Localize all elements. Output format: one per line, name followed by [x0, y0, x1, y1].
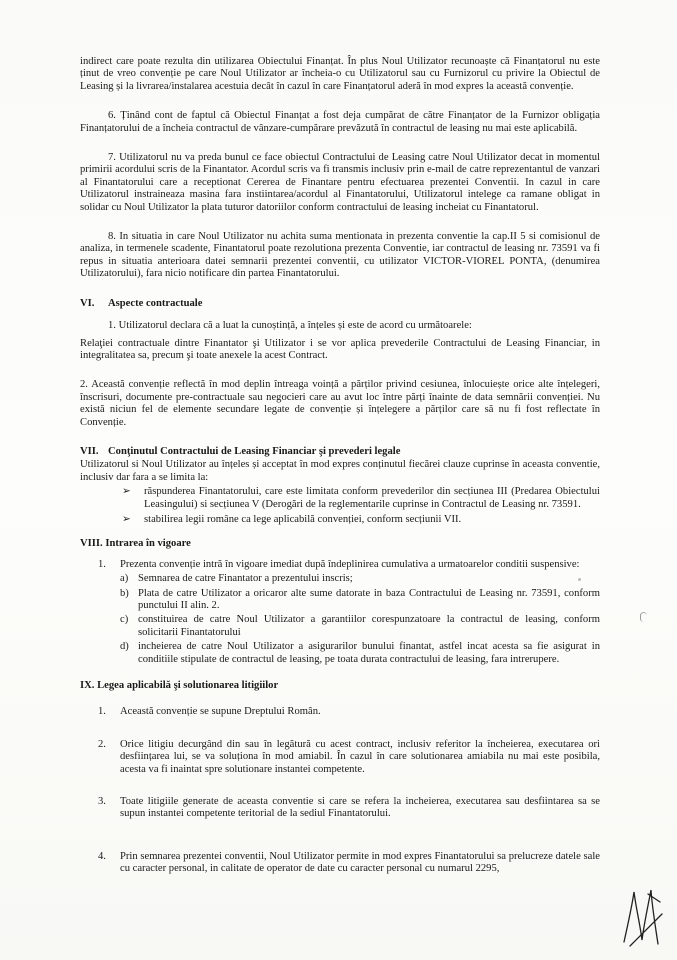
item-text: Prin semnarea prezentei conventii, Noul Utilizator permite in mod expres Finantatorului sa prelucreze datele sale cu caracter personal, in calitate de operator de date cu caracter personal cu numarul 2295,: [120, 850, 600, 875]
item-number: 3.: [98, 796, 106, 808]
item-text: Prezenta convenție intră în vigoare imediat după îndeplinirea cumulativa a urmatoarelor conditii suspensive:: [120, 558, 580, 570]
list-item: [122, 513, 600, 526]
bullet-text: răspunderea Finantatorului, care este limitata conform prevederilor din secțiunea III (Predarea Obiectului Leasingului) si secțiunea V (Derogări de la reglementarile cuprinse in Contractul de Leasing nr. 73591.: [144, 486, 600, 510]
section-vii-number: VII.: [80, 445, 99, 457]
document-body: [80, 56, 600, 896]
scan-mark: [640, 612, 647, 622]
section-vi-item-2: 2. Această convenție reflectă în mod deplin întreaga voință a părților privind cesiunea, înlocuiește orice alte înțelegeri, înscrisuri, documente pre-contractuale sau negocieri care au avut loc între părți înainte de data semnării convenției. Nu există niciun fel de elemente secundare legate de convenție și înțelegere a părților care să nu fi fost reflectate în Convenție.: [80, 379, 600, 428]
section-vi-item-1-detail: Relaţiei contractuale dintre Finantator şi Utilizator i se vor aplica prevederile Contractului de Leasing Financiar, in integralitatea sa, precum şi toate anexele la acest Contract.: [80, 337, 600, 361]
sub-text: Plata de catre Utilizator a oricaror alte sume datorate in baza Contractului de Leasing nr. 73591, conform punctului II alin. 2.: [138, 587, 600, 611]
arrow-bullet-icon: ➢: [122, 513, 131, 525]
sub-letter: c): [120, 614, 129, 626]
item-text: Orice litigiu decurgând din sau în legătură cu acest contract, inclusiv referitor la încheierea, executarea ori desființarea lui, se va soluționa în mod amiabil. În cazul în care solutionarea amiabila nu mai este posibila, acesta va fi inaintat spre solutionare instantei competente.: [120, 738, 600, 775]
section-vii-title: Conţinutul Contractului de Leasing Financiar şi prevederi legale: [108, 445, 401, 457]
section-viii-item-1: [80, 559, 600, 571]
arrow-bullet-icon: ➢: [122, 486, 131, 498]
list-item: [120, 614, 600, 639]
list-item: [80, 796, 600, 821]
list-item: [120, 588, 600, 613]
item-text: Această convenție se supune Dreptului Român.: [120, 706, 321, 718]
intro-paragraph: indirect care poate rezulta din utilizarea Obiectului Finanțat. În plus Noul Utilizator recunoaște că Finanțatorul nu este ținut de vreo convenție pe care Noul Utilizator ar încheia-o cu Utilizatorul sau cu Furnizorul cu privire la Obiectul de Leasing și la livrarea/instalarea acestuia decât în cazul în care Finanțatorul aderă în mod expres la această convenție.: [80, 56, 600, 92]
list-item: [120, 573, 600, 585]
item-number: 4.: [98, 850, 106, 862]
handwritten-signature: [618, 884, 666, 954]
sub-letter: b): [120, 587, 129, 599]
list-item: [80, 706, 600, 718]
section-vi-number: VI.: [80, 297, 95, 309]
item-text: Toate litigiile generate de aceasta conventie si care se refera la incheierea, executarea sau desfiintarea sa se supun instantei competente teritorial de la sediul Finantatorului.: [120, 796, 600, 820]
list-item: [122, 486, 600, 511]
section-vi-heading: [80, 298, 600, 310]
section-viii-heading: VIII. Intrarea în vigoare: [80, 538, 191, 550]
section-vii-bullet-list: [80, 486, 600, 526]
sub-text: Semnarea de catre Finantator a prezentului inscris;: [138, 573, 353, 585]
list-item: [120, 641, 600, 666]
sub-text: incheierea de catre Noul Utilizator a asigurarilor bunului finantat, astfel incat acesta sa fie asigurat in conditiile stipulate de contractul de leasing, pe toata durata contractului de leasing, fara intrerupere.: [138, 641, 600, 665]
paragraph-8: 8. In situatia in care Noul Utilizator nu achita suma mentionata in prezenta conventie la cap.II 5 si comisionul de analiza, in termenele scadente, Finantatorul poate rezolutiona prezenta Conventie, iar contractul de leasing nr. 73591 va fi repus in situatia anterioara datei semnarii prezentei conventii, cu utilizator VICTOR-VIOREL PONTA, (denumirea Utilizatorului), fara nicio notificare din partea Finantatorului.: [80, 231, 600, 280]
list-item: [80, 851, 600, 876]
item-number: 2.: [98, 738, 106, 750]
bullet-text: stabilirea legii române ca lege aplicabilă convenției, conform secțiunii VII.: [144, 513, 462, 525]
section-vi-item-1: 1. Utilizatorul declara că a luat la cunoștință, a înțeles și este de acord cu următoarele:: [108, 320, 472, 332]
scan-mark: [578, 578, 581, 581]
paragraph-6: 6. Ținând cont de faptul că Obiectul Finanțat a fost deja cumpărat de către Finanțator de la Furnizor obligația Finanțatorului de a încheia contractul de vânzare-cumpărare prevăzută în contractul de leasing nu mai este aplicabilă.: [80, 110, 600, 134]
item-number: 1.: [98, 706, 106, 718]
paragraph-7: 7. Utilizatorul nu va preda bunul ce face obiectul Contractului de Leasing catre Noul Utilizator decat in momentul primirii acordului scris de la Finantator. Acordul scris va fi transmis inclusiv prin e-mail de catre reprezentantul de vanzari al Finantatorului care a receptionat Cererea de Finantare pentru efectuarea prezentei Conventii. In cazul in care Utilizatorul instraineaza masina fara instiintarea/acordul al Finantatorului, Utilizatorul intelege ca ramane obligat in solidar cu Noul Utilizator la plata tuturor datoriilor conform contractului de leasing incheiat cu Finantatorul.: [80, 152, 600, 213]
sub-letter: a): [120, 573, 129, 585]
sub-text: constituirea de catre Noul Utilizator a garantiilor corespunzatoare la contractul de leasing, conform solicitarii Finantatorului: [138, 614, 600, 638]
section-ix-heading: IX. Legea aplicabilă şi solutionarea litigiilor: [80, 680, 279, 692]
section-vi-title: Aspecte contractuale: [108, 297, 203, 309]
section-vii-heading: [80, 446, 600, 458]
list-item: [80, 739, 600, 776]
suspensive-conditions-list: [80, 573, 600, 666]
section-ix-list: [80, 706, 600, 875]
item-number: 1.: [98, 558, 106, 570]
sub-letter: d): [120, 641, 129, 653]
section-vii-text: Utilizatorul si Noul Utilizator au înțeles și acceptat în mod expres conținutul fiecărei clauze cuprinse în aceasta conventie, inclusiv dar fara a se limita la:: [80, 459, 600, 483]
